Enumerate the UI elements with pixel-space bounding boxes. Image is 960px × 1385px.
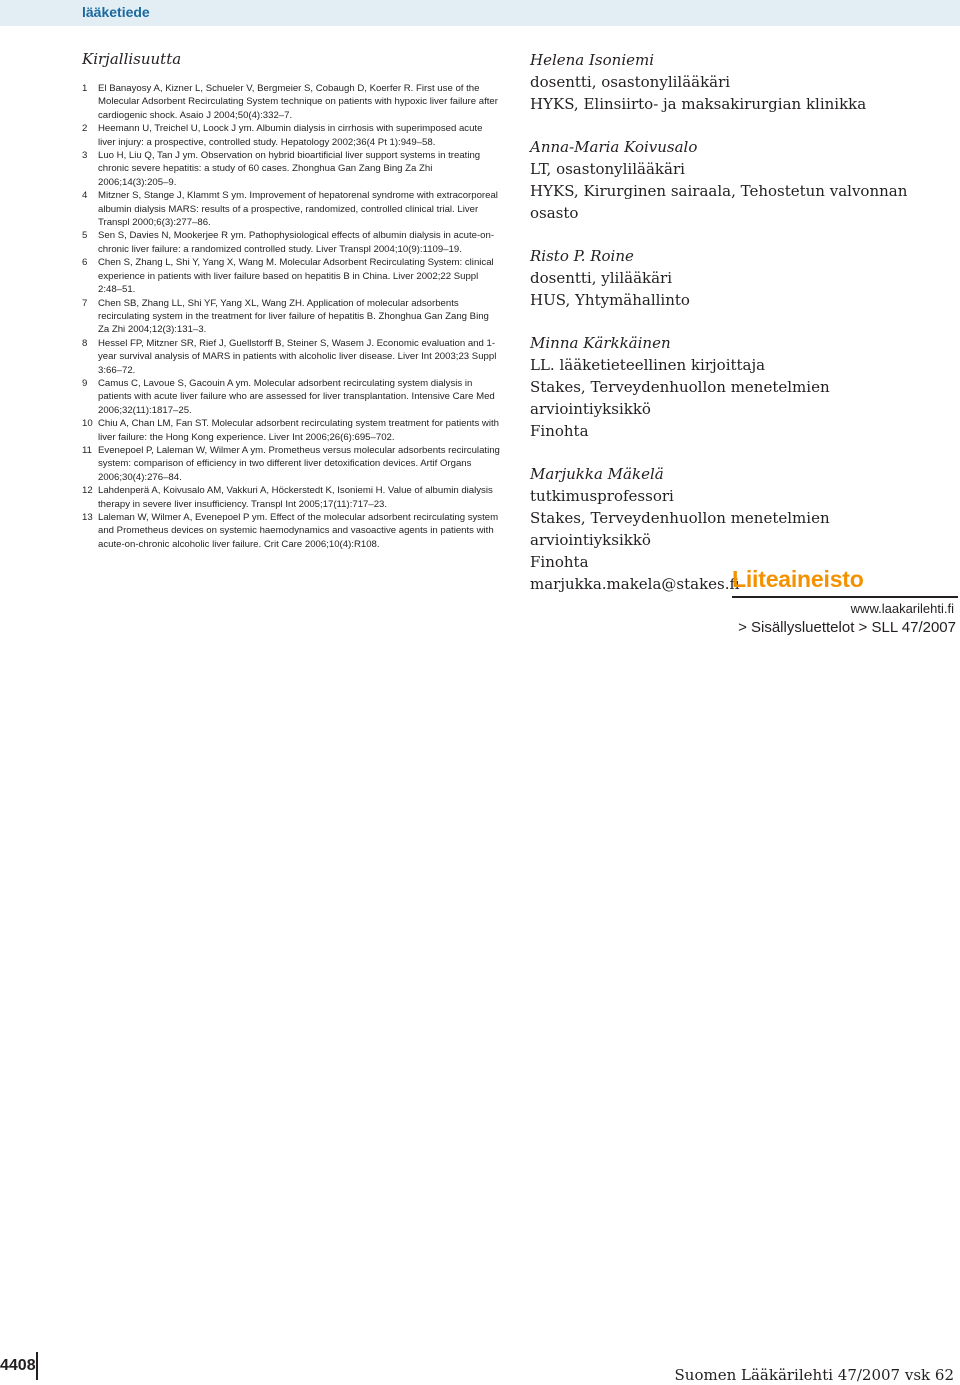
reference-text: Chen SB, Zhang LL, Shi YF, Yang XL, Wang ZH. Application of molecular adsorbents recirculating system in the treatment for liver failure of hepatitis B. Zhonghua Gan Zang Bing Za Zhi 2004;12(3):131–3. xyxy=(98,297,489,336)
reference-text: Chen S, Zhang L, Shi Y, Yang X, Wang M. Molecular Adsorbent Recirculating System: clinical experience in patients with liver failure based on hepatitis B in China. Liver 2002;22 Suppl 2:48–51. xyxy=(98,257,494,296)
reference-number: 1 xyxy=(82,83,88,94)
author-name: Risto P. Roine xyxy=(530,247,634,265)
reference-text: Camus C, Lavoue S, Gacouin A ym. Molecular adsorbent recirculating system dialysis in patients with acute liver failure who are assessed for liver transplantation. Intensive Care Med 2006;32(11):1817–25. xyxy=(98,377,495,416)
reference-text: Hessel FP, Mitzner SR, Rief J, Guellstorff B, Steiner S, Wasem J. Economic evaluation and 1-year survival analysis of MARS in patients with alcoholic liver disease. Liver Int 2003;23 Suppl 3:66–72. xyxy=(98,337,497,376)
reference-text: Chiu A, Chan LM, Fan ST. Molecular adsorbent recirculating system treatment for patients with liver failure: the Hong Kong experience. Liver Int 2006;26(6):695–702. xyxy=(98,418,499,443)
author-name: Minna Kärkkäinen xyxy=(530,334,671,352)
author-affiliation: Stakes, Terveydenhuollon menetelmien arviointiyksikkö xyxy=(530,378,830,418)
reference-text: Lahdenperä A, Koivusalo AM, Vakkuri A, Höckerstedt K, Isoniemi H. Value of albumin dialysis therapy in severe liver insufficiency. Transpl Int 2005;17(11):717–23. xyxy=(98,485,493,510)
page-number: 4408 xyxy=(0,1357,36,1374)
reference-number: 10 xyxy=(82,418,93,430)
reference-number: 13 xyxy=(82,512,93,523)
author-affiliation: HYKS, Kirurginen sairaala, Tehostetun valvonnan osasto xyxy=(530,182,908,222)
author-affiliation: HYKS, Elinsiirto- ja maksakirurgian klinikka xyxy=(530,95,867,113)
page-number-divider xyxy=(36,1352,38,1380)
reference-text: El Banayosy A, Kizner L, Schueler V, Bergmeier S, Cobaugh D, Koerfer R. First use of the Molecular Adsorbent Recirculating System technique on patients with hypoxic liver failure after cardiogenic shock. Asaio J 2004;50(4):332–7. xyxy=(98,83,498,121)
reference-number: 6 xyxy=(82,257,88,269)
author-name: Anna-Maria Koivusalo xyxy=(530,138,698,156)
reference-item xyxy=(82,297,502,337)
reference-number: 2 xyxy=(82,123,88,135)
reference-item xyxy=(82,149,502,189)
reference-text: Evenepoel P, Laleman W, Wilmer A ym. Prometheus versus molecular adsorbents recirculating system: comparison of efficiency in two different liver detoxification devices. Artif Organs 2006;30(4):276–84. xyxy=(98,444,500,483)
attachment-path[interactable]: > Sisällysluettelot > SLL 47/2007 xyxy=(738,619,956,636)
reference-number: 12 xyxy=(82,485,93,497)
reference-text: Mitzner S, Stange J, Klammt S ym. Improvement of hepatorenal syndrome with extracorporeal albumin dialysis MARS: results of a prospective, randomized, controlled clinical trial. Liver Transpl 2000;6(3):277–86. xyxy=(98,190,498,229)
reference-item xyxy=(82,256,502,296)
reference-number: 7 xyxy=(82,297,88,309)
author-list xyxy=(530,49,950,616)
reference-number: 8 xyxy=(82,337,88,349)
reference-number: 5 xyxy=(82,230,88,242)
references-title: Kirjallisuutta xyxy=(82,50,182,68)
attachment-url-link[interactable]: www.laakarilehti.fi xyxy=(850,601,954,616)
author-block xyxy=(530,245,950,311)
author-email-link[interactable]: marjukka.makela@stakes.fi xyxy=(530,575,740,593)
section-tag: lääketiede xyxy=(82,4,150,20)
author-block xyxy=(530,332,950,442)
reference-number: 4 xyxy=(82,190,88,202)
section-header-bar xyxy=(0,0,960,26)
reference-item xyxy=(82,417,502,444)
reference-text: Laleman W, Wilmer A, Evenepoel P ym. Effect of the molecular adsorbent recirculating system and Prometheus devices on systemic haemodynamics and vasoactive agents in patients with acute-on-chronic alcoholic liver failure. Crit Care 2006;10(4):R108. xyxy=(98,512,499,550)
reference-item xyxy=(82,122,502,149)
author-affiliation: dosentti, ylilääkäri xyxy=(530,269,673,287)
reference-item xyxy=(82,444,502,484)
author-block xyxy=(530,49,950,115)
attachment-divider xyxy=(732,596,958,598)
reference-item xyxy=(82,229,502,256)
author-affiliation: Finohta xyxy=(530,553,589,571)
reference-item xyxy=(82,337,502,377)
journal-footer: Suomen Lääkärilehti 47/2007 vsk 62 xyxy=(674,1366,954,1384)
reference-item xyxy=(82,189,502,229)
reference-item xyxy=(82,484,502,511)
author-block xyxy=(530,136,950,224)
reference-number: 11 xyxy=(82,444,92,456)
author-affiliation: Stakes, Terveydenhuollon menetelmien arviointiyksikkö xyxy=(530,509,830,549)
reference-text: Heemann U, Treichel U, Loock J ym. Albumin dialysis in cirrhosis with superimposed acute liver injury: a prospective, controlled study. Hepatology 2002;36(4 Pt 1):949–58. xyxy=(98,123,483,148)
reference-item xyxy=(82,82,502,122)
author-name: Marjukka Mäkelä xyxy=(530,465,664,483)
reference-number: 9 xyxy=(82,377,88,389)
author-affiliation: HUS, Yhtymähallinto xyxy=(530,291,690,309)
reference-text: Luo H, Liu Q, Tan J ym. Observation on hybrid bioartificial liver support systems in treating chronic severe hepatitis: a study of 60 cases. Zhonghua Gan Zang Bing Za Zhi 2006;14(3):205–9. xyxy=(98,150,481,188)
reference-text: Sen S, Davies N, Mookerjee R ym. Pathophysiological effects of albumin dialysis in acute-on-chronic liver failure: a randomized controlled study. Liver Transpl 2004;10(9):1109–19. xyxy=(98,230,495,255)
author-affiliation: LT, osastonylilääkäri xyxy=(530,160,685,178)
reference-list xyxy=(82,82,502,551)
author-affiliation: LL. lääketieteellinen kirjoittaja xyxy=(530,356,766,374)
author-affiliation: dosentti, osastonylilääkäri xyxy=(530,73,731,91)
attachment-title: Liiteaineisto xyxy=(732,566,864,592)
author-affiliation: tutkimusprofessori xyxy=(530,487,674,505)
reference-item xyxy=(82,377,502,417)
reference-item xyxy=(82,511,502,551)
author-name: Helena Isoniemi xyxy=(530,51,655,69)
reference-number: 3 xyxy=(82,150,88,162)
author-affiliation: Finohta xyxy=(530,422,589,440)
